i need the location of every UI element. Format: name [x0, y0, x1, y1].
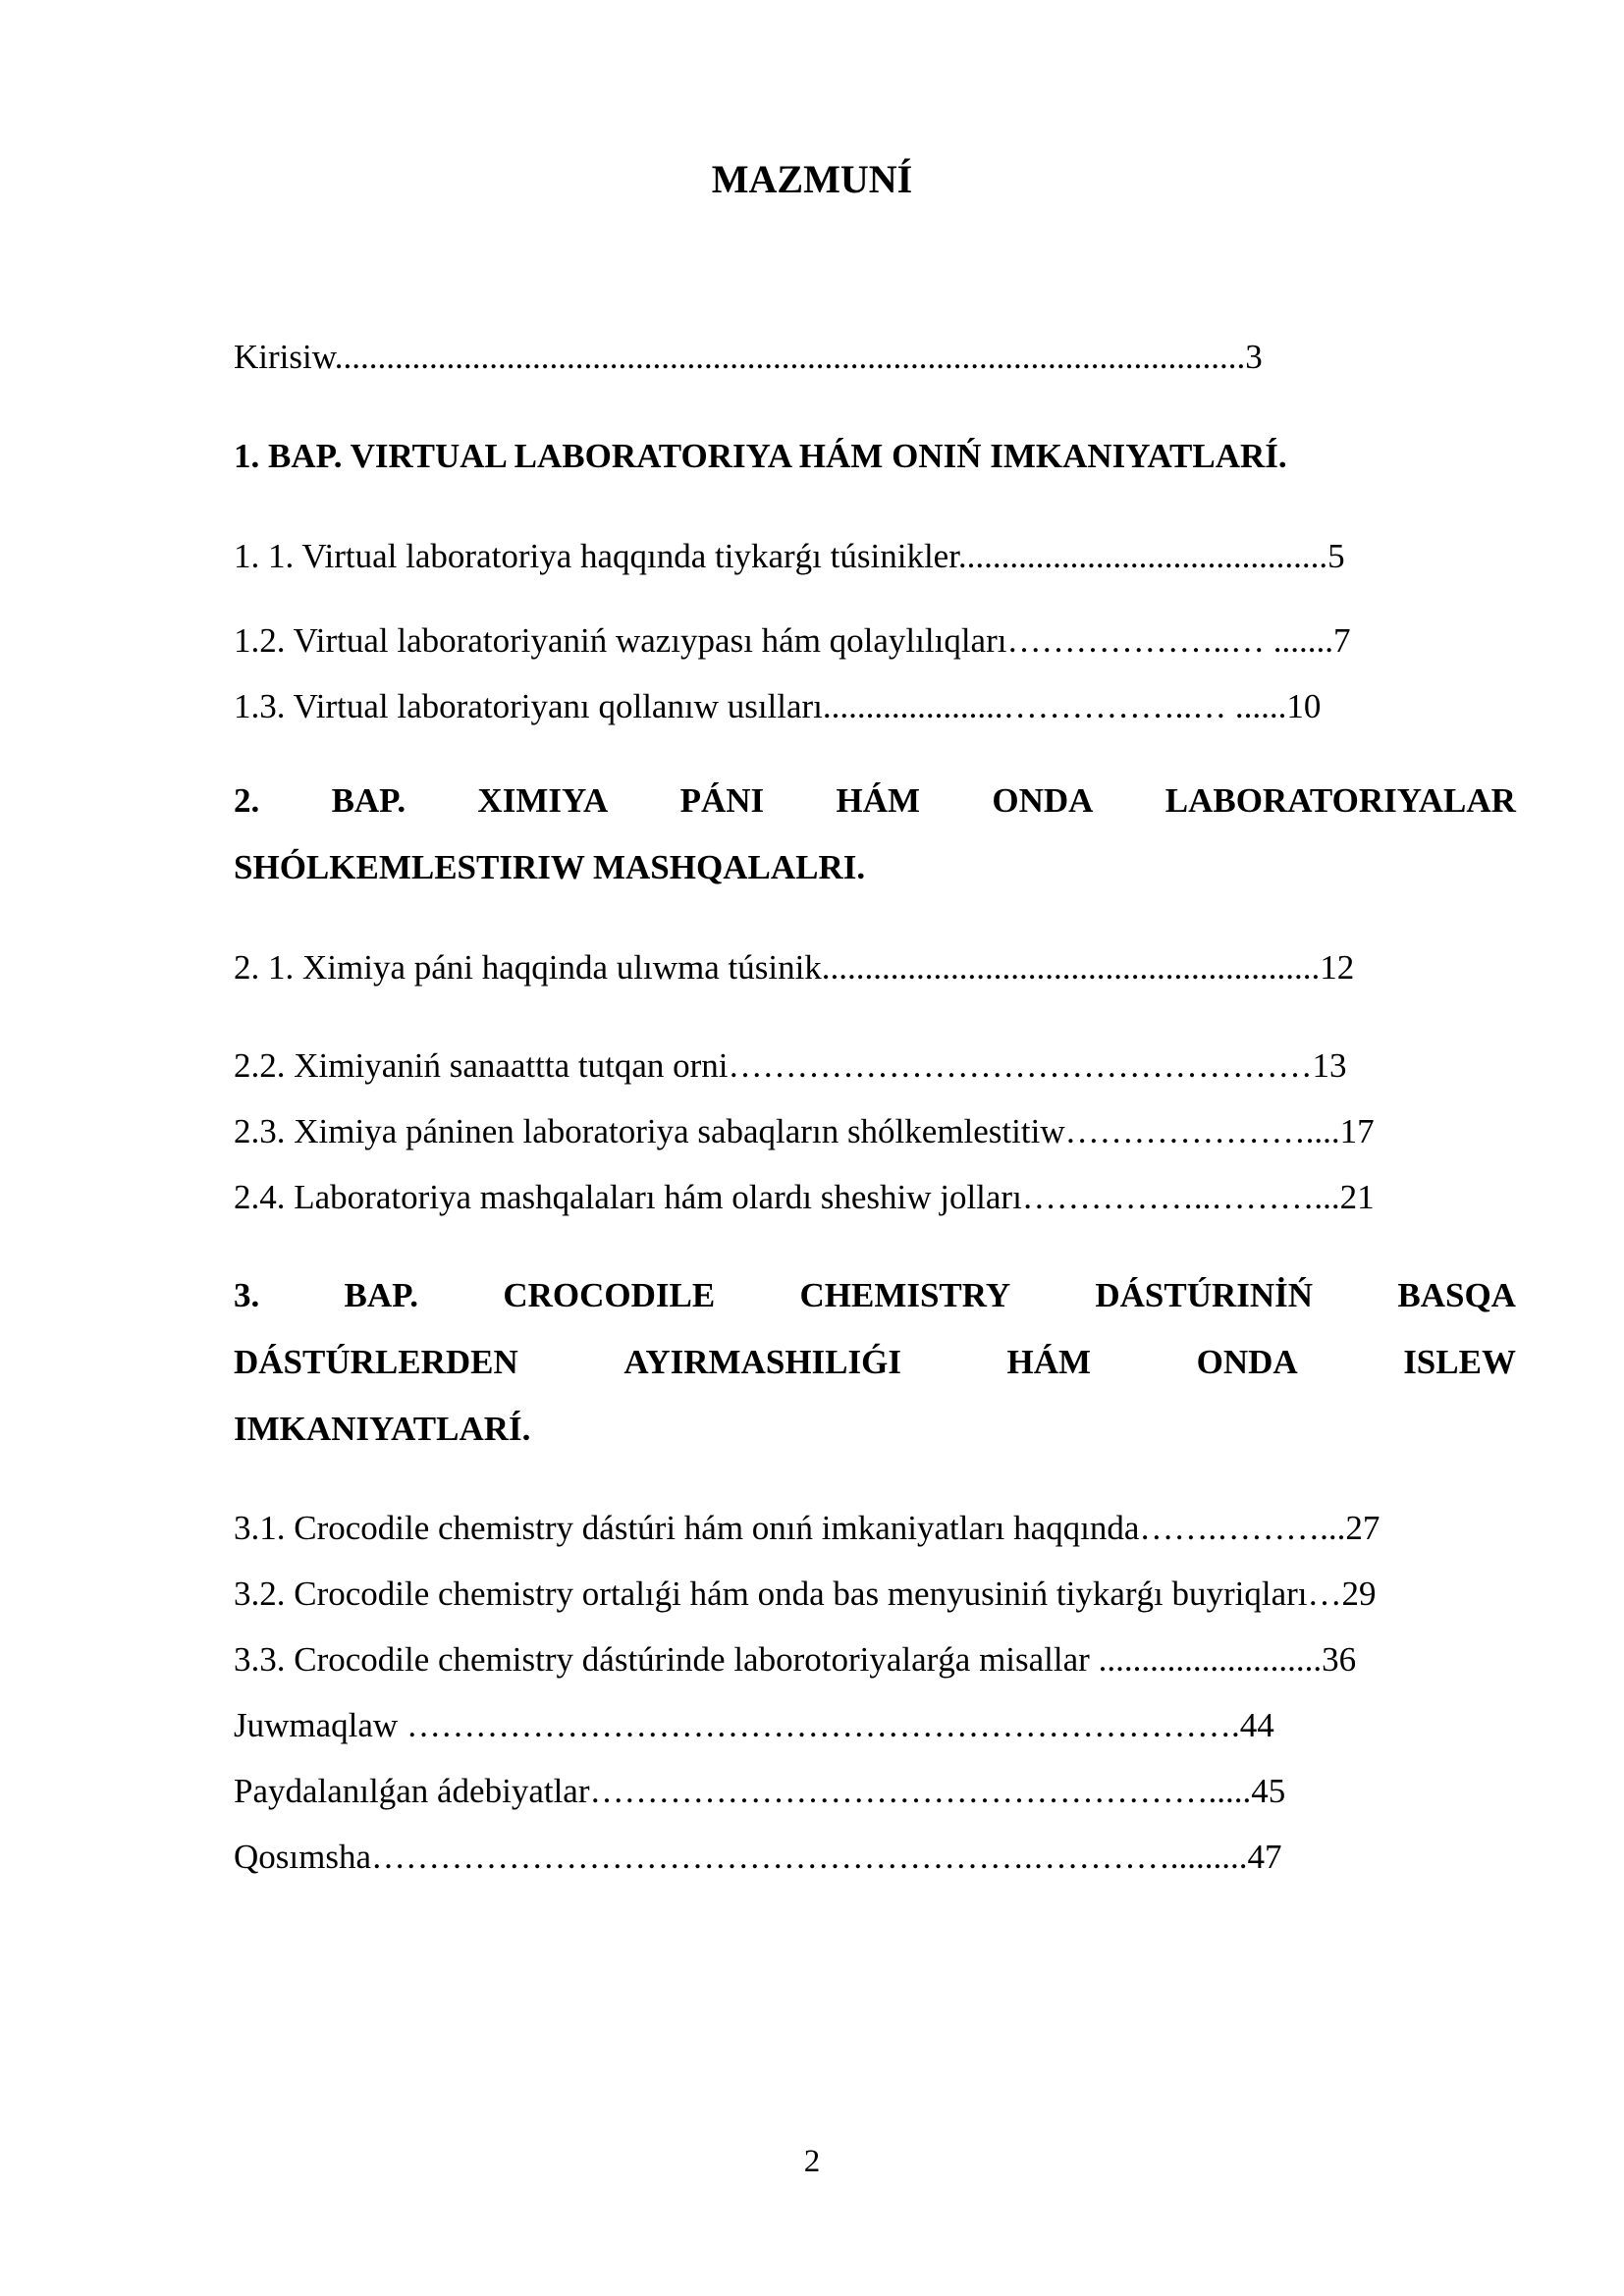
chapter-3-heading-line-2	[234, 1329, 1516, 1396]
toc-entry-1-3: 1.3. Virtual laboratoriyanı qollanıw usılları.....................……………..… ......10	[234, 687, 1322, 725]
heading-text: SHÓLKEMLESTIRIW MASHQALALRI.	[234, 848, 866, 886]
heading-word: BAP.	[344, 1276, 419, 1314]
toc-entry-appendix: Qosımsha………………………………………………….………….........47	[234, 1838, 1282, 1876]
toc-entry-1-2: 1.2. Virtual laboratoriyaniń wazıypası hám qolaylılıqları………………..… .......7	[234, 621, 1351, 660]
heading-word: BAP.	[331, 781, 406, 820]
toc-entry-2-2: 2.2. Ximiyaniń sanaattta tutqan orni……………………………………………13	[234, 1046, 1347, 1085]
heading-word: ONDA	[992, 781, 1094, 820]
heading-text: IMKANIYATLARÍ.	[234, 1410, 531, 1448]
heading-word: HÁM	[836, 781, 921, 820]
heading-word: HÁM	[1006, 1343, 1092, 1381]
chapter-2-heading-line-1	[234, 768, 1516, 834]
chapter-1-heading: 1. BAP. VIRTUAL LABORATORIYA HÁM ONIŃ IMKANIYATLARÍ.	[234, 437, 1287, 475]
heading-word: AYIRMASHILIǴI	[623, 1343, 901, 1381]
toc-entry-3-2: 3.2. Crocodile chemistry ortalıǵi hám onda bas menyusiniń tiykarǵı buyriqları…29	[234, 1575, 1377, 1613]
heading-word: LABORATORIYALAR	[1164, 781, 1516, 820]
heading-word: ISLEW	[1403, 1343, 1516, 1381]
heading-word: XIMIYA	[477, 781, 609, 820]
toc-entry-2-1: 2. 1. Ximiya páni haqqinda ulıwma túsinik..........................................................12	[234, 948, 1355, 987]
toc-entry-2-4: 2.4. Laboratoriya mashqalaları hám olardı sheshiw jolları……………..………...21	[234, 1178, 1375, 1216]
heading-word: BASQA	[1397, 1276, 1516, 1314]
chapter-3-heading-line-3	[234, 1396, 1516, 1463]
chapter-2-heading	[234, 768, 1516, 901]
heading-word: CROCODILE	[503, 1276, 716, 1314]
chapter-3-heading-line-1	[234, 1262, 1516, 1329]
heading-word: PÁNI	[679, 781, 765, 820]
toc-entry-2-3: 2.3. Ximiya páninen laboratoriya sabaqların shólkemlestitiw…………………....17	[234, 1112, 1375, 1150]
chapter-2-heading-line-2	[234, 834, 1516, 901]
toc-entry-introduction: Kirisiw..........................................................................................................3	[234, 338, 1263, 376]
toc-entry-references: Paydalanılǵan ádebiyatlar……………………………………………….....45	[234, 1772, 1286, 1810]
heading-word: CHEMISTRY	[799, 1276, 1011, 1314]
toc-entry-3-1: 3.1. Crocodile chemistry dástúri hám onıń imkaniyatları haqqında…….………...27	[234, 1509, 1380, 1547]
heading-word: DÁSTÚRLERDEN	[234, 1343, 518, 1381]
heading-word: 2.	[234, 781, 260, 820]
heading-word: ONDA	[1196, 1343, 1298, 1381]
heading-word: 3.	[234, 1276, 260, 1314]
heading-word: DÁSTÚRINİŃ	[1095, 1276, 1314, 1314]
toc-entry-conclusion: Juwmaqlaw ……………………………………………………………….44	[234, 1706, 1274, 1744]
page-title: MAZMUNÍ	[711, 157, 913, 201]
page-number: 2	[803, 2144, 821, 2179]
toc-entry-3-3: 3.3. Crocodile chemistry dástúrinde laborotoriyalarǵa misallar ..........................36	[234, 1640, 1357, 1679]
toc-entry-1-1: 1. 1. Virtual laboratoriya haqqında tiykarǵı túsinikler...........................................5	[234, 537, 1345, 575]
chapter-3-heading	[234, 1262, 1516, 1463]
